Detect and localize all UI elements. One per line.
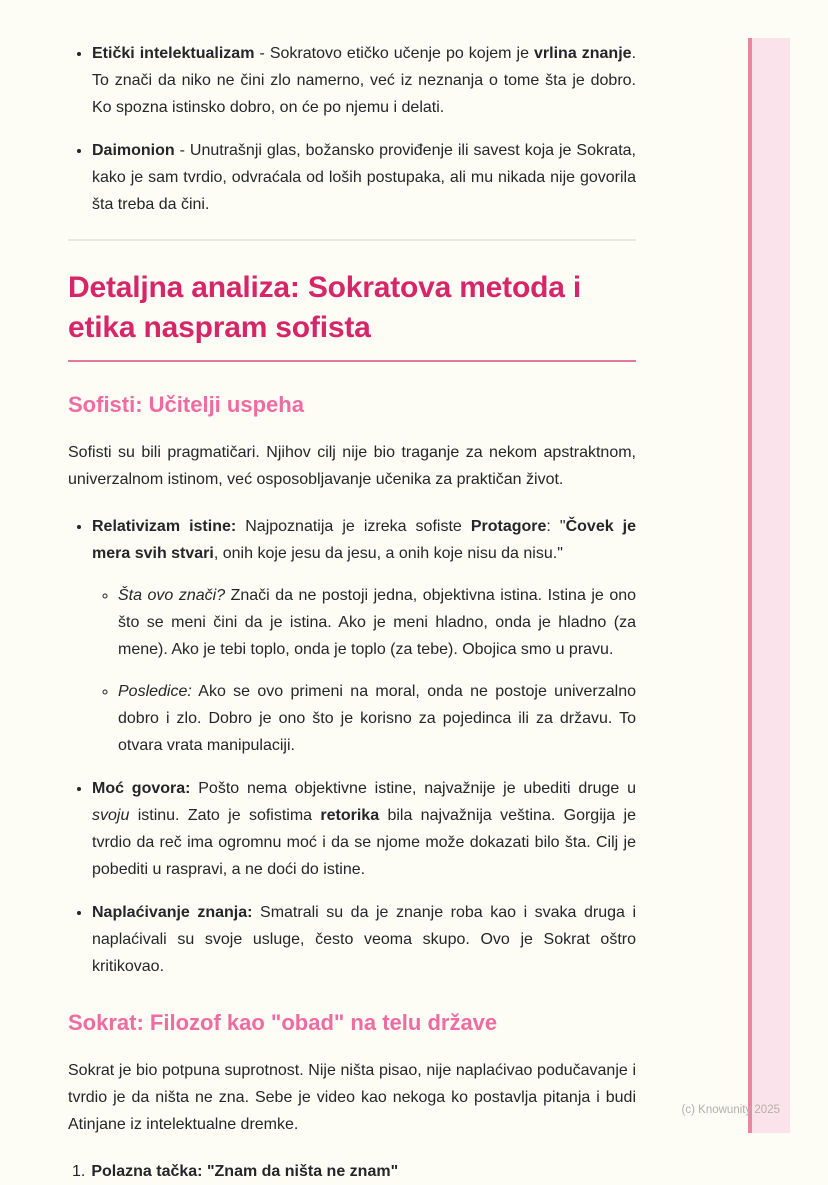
intro-bullet-list: [68, 40, 636, 218]
list-item-relativizam-istine: [92, 513, 636, 759]
numbered-list: [68, 1158, 636, 1185]
list-item-daimonion: • Daimonion - Unutrašnji glas, božansko proviđenje ili savest koja je Sokrata, kako je sam tvrdio, odvraćala od loših postupaka, ali mu nikada nije govorila šta treba da čini.: [92, 137, 636, 218]
numbered-item-polazna-tacka: [72, 1158, 636, 1185]
subheading-sokrat: Sokrat: Filozof kao "obad" na telu države: [68, 1010, 498, 1035]
sub-item-posledice: ◦ Posledice: Ako se ovo primeni na moral, onda ne postoje univerzalno dobro i zlo. Dobro je ono što je korisno za pojedinca ili za državu. To otvara vrata manipulaciji.: [118, 678, 636, 759]
subheading-sofisti: Sofisti: Učitelji uspeha: [68, 392, 304, 417]
list-item-naplacivanje-znanja: • Naplaćivanje znanja: Smatrali su da je znanje roba kao i svaka druga i naplaćivali su svoje usluge, često veoma skupo. Ovo je Sokrat oštro kritikovao.: [92, 899, 636, 980]
document-content: [68, 0, 636, 1185]
main-heading: Detaljna analiza: Sokratova metoda i etika naspram sofista: [68, 268, 636, 362]
section-divider: [68, 239, 636, 241]
sofisti-bullet-list: [68, 513, 636, 980]
list-item-moc-govora: • Moć govora: Pošto nema objektivne istine, najvažnije je ubediti druge u svoju istinu. Zato je sofistima retorika bila najvažnija veština. Gorgija je tvrdio da reč ima ogromnu moć i da se njome može dokazati bilo šta. Cilj je pobediti u raspravi, a ne doći do istine.: [92, 775, 636, 883]
copyright-footer: (c) Knowunity 2025: [681, 1104, 780, 1116]
numbered-item-text: Polazna tačka: "Znam da ništa ne znam": [91, 1163, 399, 1180]
sub-item-sta-ovo-znaci: ◦ Šta ovo znači? Znači da ne postoji jedna, objektivna istina. Istina je ono što se meni čini da je istina. Ako je meni hladno, onda je hladno (za mene). Ako je tebi toplo, onda je toplo (za tebe). Obojica smo u pravu.: [118, 582, 636, 663]
paragraph-sokrat-intro: Sokrat je bio potpuna suprotnost. Nije ništa pisao, nije naplaćivao podučavanje i tvrdio je da ništa ne zna. Sebe je video kao nekoga ko postavlja pitanja i budi Atinjane iz intelektualne dremke.: [68, 1062, 636, 1133]
relativizam-sub-list: [92, 582, 636, 759]
numbered-item-number: 1.: [72, 1163, 86, 1180]
paragraph-sofisti-intro: Sofisti su bili pragmatičari. Njihov cilj nije bio traganje za nekom apstraktnom, univerzalnom istinom, već osposobljavanje učenika za praktičan život.: [68, 444, 636, 488]
list-item-text: Relativizam istine: Najpoznatija je izreka sofiste Protagore: "Čovek je mera svih stvari, onih koje jesu da jesu, a onih koje nisu da nisu.": [92, 518, 637, 562]
page-edge-accent-bar: [748, 38, 790, 1133]
list-item-eticki-intelektualizam: • Etički intelektualizam - Sokratovo etičko učenje po kojem je vrlina znanje. To znači da niko ne čini zlo namerno, već iz neznanja o tome šta je dobro. Ko spozna istinsko dobro, on će po njemu i delati.: [92, 40, 636, 121]
